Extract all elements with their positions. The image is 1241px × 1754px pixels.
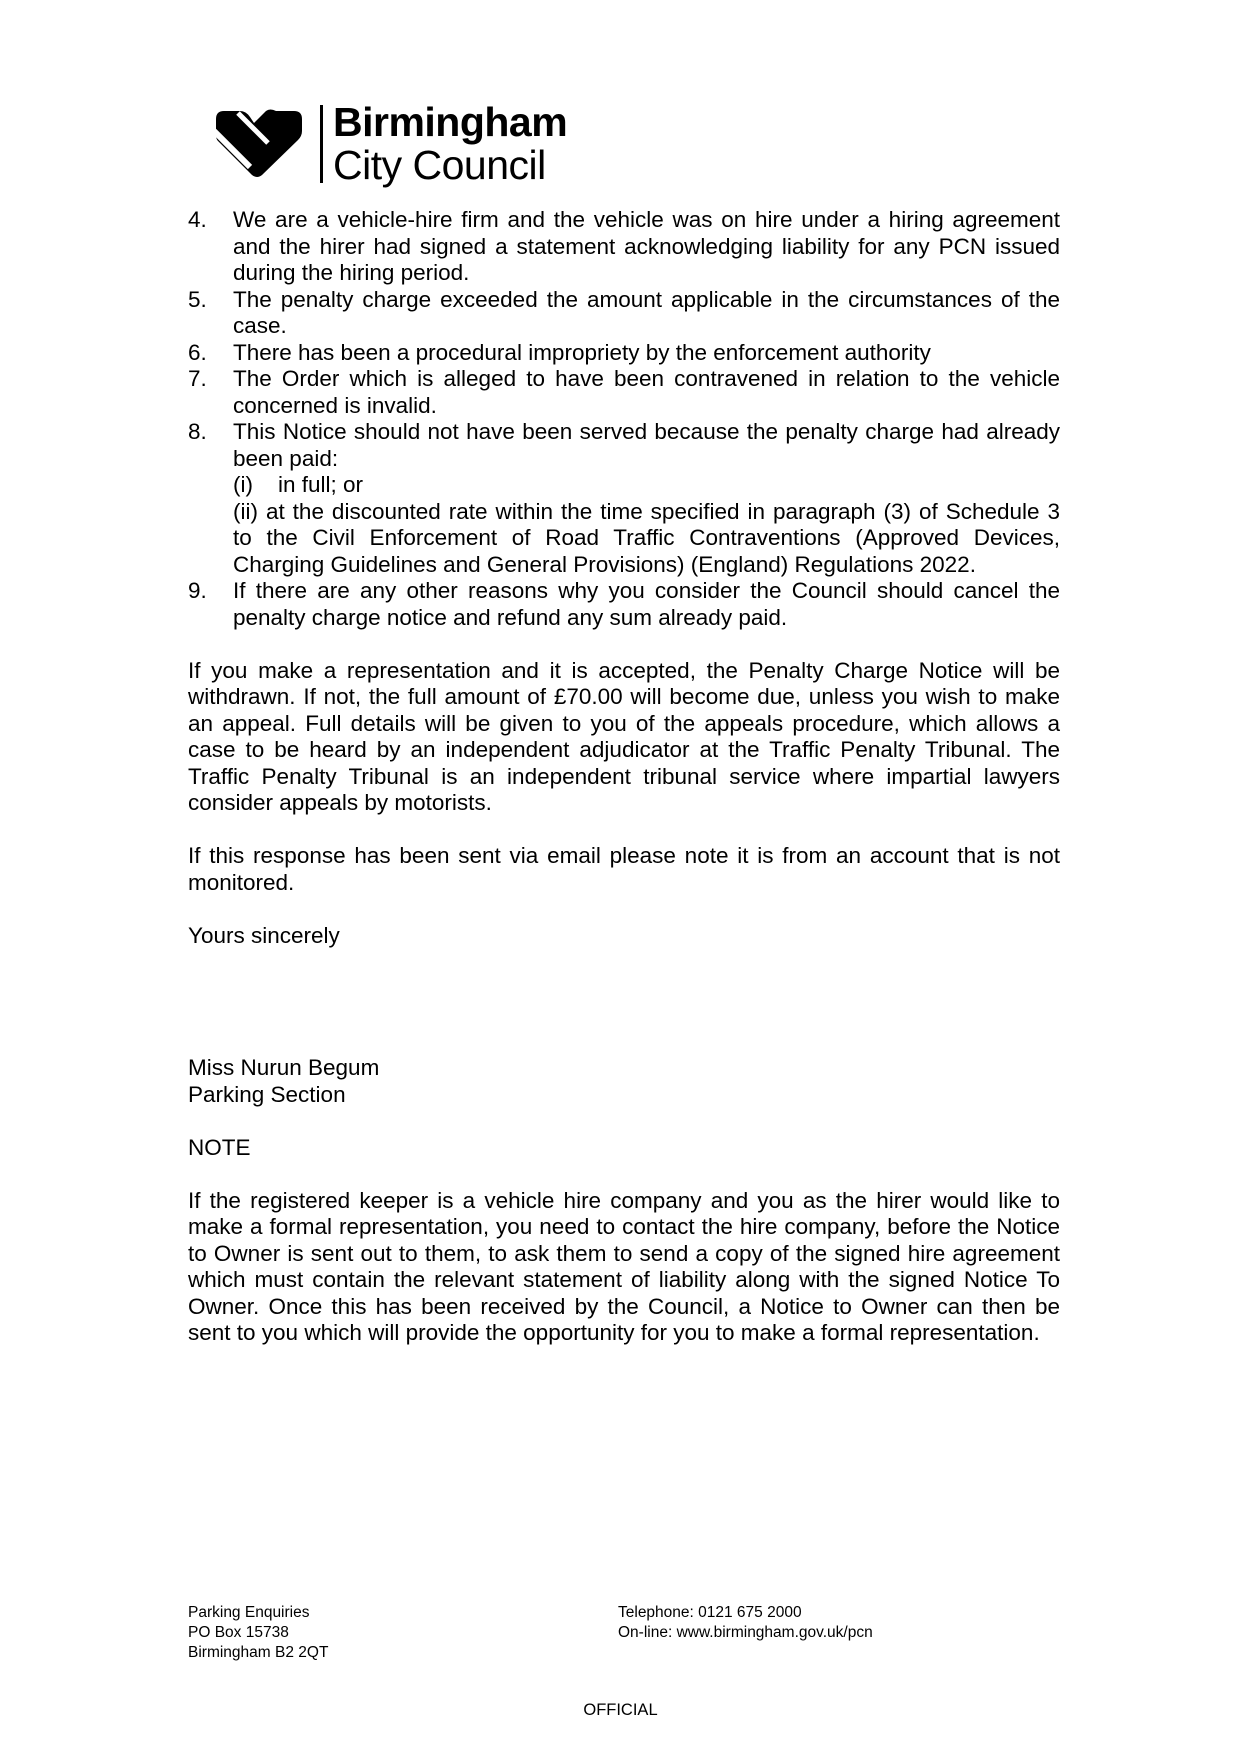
list-item [188,578,1060,631]
representation-paragraph: If you make a representation and it is accepted, the Penalty Charge Notice will be withdrawn. If not, the full amount of £70.00 will become due, unless you wish to make an appeal. Full details will be given to you of the appeals procedure, which allows a case to be heard by an independent adjudicator at the Traffic Penalty Tribunal. The Traffic Penalty Tribunal is an independent tribunal service where impartial lawyers consider appeals by motorists. [188,657,1060,815]
logo-wordmark-line2: City Council [333,142,546,188]
list-number: 8. [188,419,207,444]
email-paragraph: If this response has been sent via email please note it is from an account that is not monitored. [188,843,1060,895]
footer-online: On-line: www.birmingham.gov.uk/pcn [618,1624,873,1641]
signatory-section: Parking Section [188,1081,346,1107]
list-item [188,366,1060,419]
sub-item [233,472,1060,499]
letter-body [188,207,1060,1347]
footer-address [188,1603,328,1663]
council-logo [210,99,568,188]
note-heading: NOTE [188,1134,251,1160]
logo-divider [320,105,323,183]
list-number: 5. [188,286,207,312]
footer-address-line: PO Box 15738 [188,1624,289,1641]
closing-salutation: Yours sincerely [188,922,340,948]
logo-wordmark-line1: Birmingham [333,99,568,145]
list-text: The penalty charge exceeded the amount applicable in the circumstances of the case. [233,286,1060,338]
list-item [188,340,1060,367]
list-text: If there are any other reasons why you consider the Council should cancel the penalty charge notice and refund any sum already paid. [233,578,1060,630]
signatory-name: Miss Nurun Begum [188,1055,380,1080]
list-item [188,419,1060,578]
list-text: This Notice should not have been served because the penalty charge had already been paid: [233,419,1060,471]
footer-address-line: Birmingham B2 2QT [188,1644,329,1661]
list-text: The Order which is alleged to have been contravened in relation to the vehicle concerned is invalid. [233,366,1060,418]
list-number: 9. [188,578,207,603]
list-number: 7. [188,366,207,391]
council-logo-icon [210,109,304,179]
list-item [188,287,1060,340]
sub-item-label: (i) [233,472,253,497]
list-text: There has been a procedural impropriety by the enforcement authority [233,339,931,365]
note-paragraph: If the registered keeper is a vehicle hire company and you as the hirer would like to make a formal representation, you need to contact the hire company, before the Notice to Owner is sent out to them, to ask them to send a copy of the signed hire agreement which must contain the relevant statement of liability along with the signed Notice To Owner. Once this has been received by the Council, a Notice to Owner can then be sent to you which will provide the opportunity for you to make a formal representation. [188,1187,1060,1345]
footer-telephone: Telephone: 0121 675 2000 [618,1604,802,1621]
grounds-list [188,207,1060,631]
list-item [188,207,1060,287]
list-text: We are a vehicle-hire firm and the vehicle was on hire under a hiring agreement and the hirer had signed a statement acknowledging liability for any PCN issued during the hiring period. [233,207,1060,285]
classification-label: OFFICIAL [583,1701,658,1719]
list-number: 4. [188,207,207,232]
sub-item-text: (ii) at the discounted rate within the time specified in paragraph (3) of Schedule 3 to the Civil Enforcement of Road Traffic Contraventions (Approved Devices, Charging Guidelines and General Provisions) (England) Regulations 2022. [233,498,1060,577]
footer-address-line: Parking Enquiries [188,1604,310,1621]
footer-contact [618,1603,873,1643]
sub-item-text: in full; or [278,472,364,497]
list-number: 6. [188,339,207,365]
